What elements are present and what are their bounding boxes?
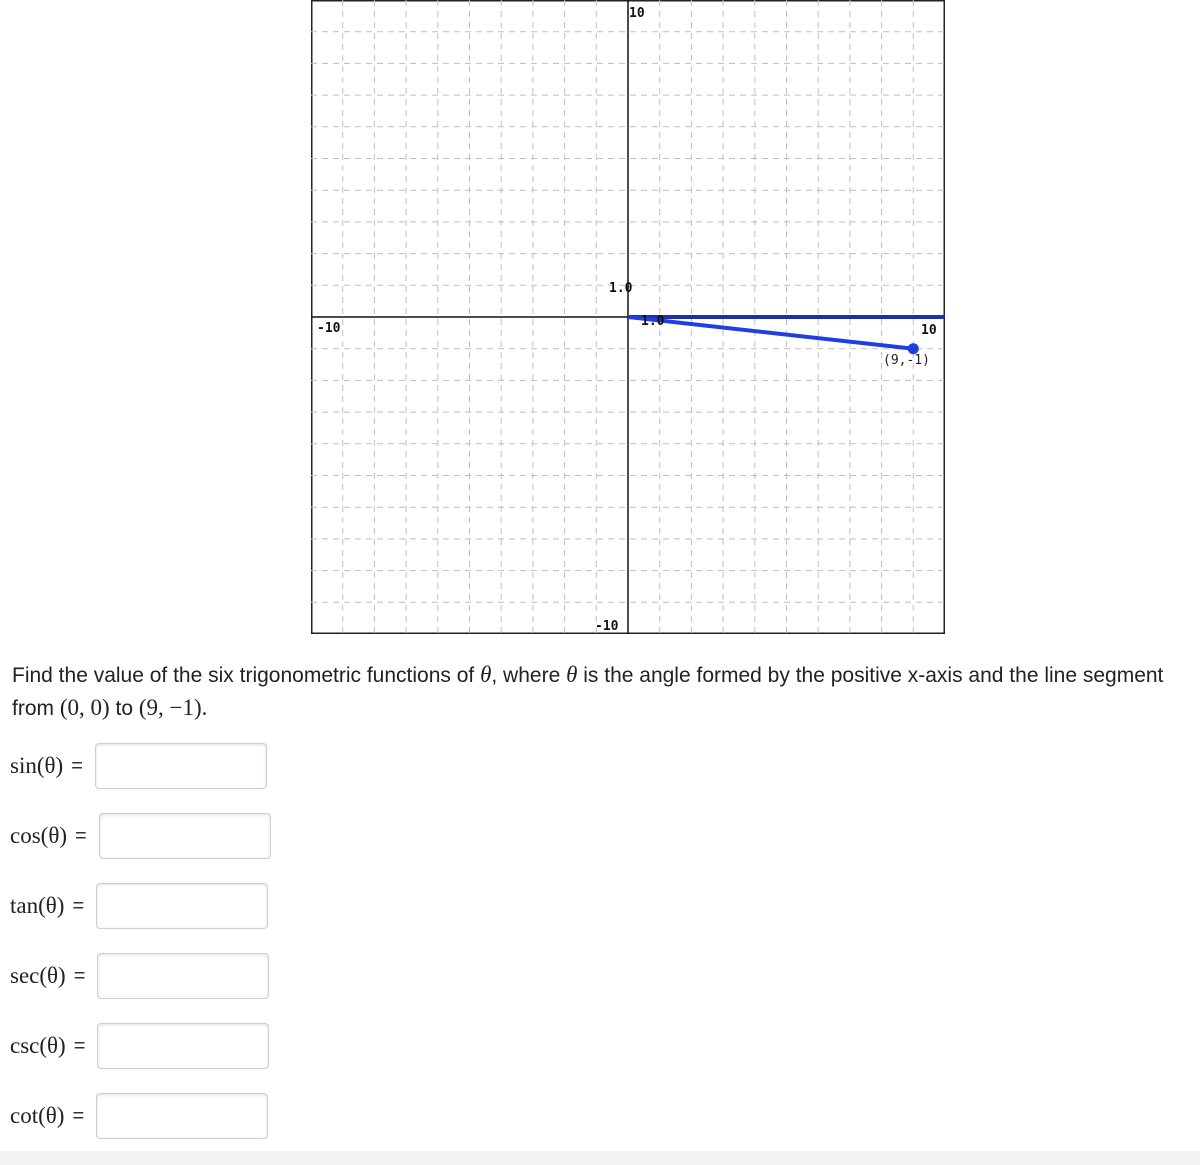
sin-equals: = bbox=[71, 754, 83, 777]
sec-row bbox=[10, 952, 269, 1000]
cot-label: cot(θ) bbox=[10, 1103, 65, 1128]
point-label: (9,-1) bbox=[883, 353, 930, 368]
sin-answer-input[interactable] bbox=[95, 743, 267, 789]
cos-row bbox=[10, 812, 271, 860]
tan-equals: = bbox=[72, 894, 85, 917]
question-prefix: Find the value of the six trigonometric functions of bbox=[12, 664, 481, 687]
csc-equals: = bbox=[73, 1034, 86, 1057]
sin-row bbox=[10, 742, 267, 790]
theta-symbol: θ bbox=[480, 662, 492, 687]
sec-equals: = bbox=[73, 964, 86, 987]
x-max-label: 10 bbox=[921, 323, 937, 338]
from-point: (0, 0) bbox=[59, 695, 110, 720]
cos-answer-input[interactable] bbox=[99, 813, 271, 859]
to-point: (9, −1) bbox=[138, 695, 202, 720]
tan-answer-input[interactable] bbox=[96, 883, 268, 929]
tan-label: tan(θ) bbox=[10, 893, 65, 918]
csc-answer-input[interactable] bbox=[97, 1023, 269, 1069]
cos-label: cos(θ) bbox=[10, 823, 67, 848]
tan-row bbox=[10, 882, 268, 930]
question-middle2: is the angle formed by the positive x-axis and the line segment from bbox=[12, 664, 1164, 720]
csc-row bbox=[10, 1022, 269, 1070]
question-to: to bbox=[109, 697, 139, 720]
question-suffix: . bbox=[201, 695, 208, 720]
sec-label: sec(θ) bbox=[10, 963, 66, 988]
cot-equals: = bbox=[72, 1104, 85, 1127]
x-min-label: -10 bbox=[317, 321, 341, 336]
cos-equals: = bbox=[75, 824, 87, 847]
cot-row bbox=[10, 1092, 268, 1140]
sec-answer-input[interactable] bbox=[97, 953, 269, 999]
footer-bar bbox=[0, 1151, 1200, 1165]
cot-answer-input[interactable] bbox=[96, 1093, 268, 1139]
question-text bbox=[12, 659, 1182, 725]
csc-label: csc(θ) bbox=[10, 1033, 66, 1058]
question-middle1: , where bbox=[491, 664, 567, 687]
sin-label: sin(θ) bbox=[10, 753, 64, 778]
x-scale-label: 1.0 bbox=[641, 314, 665, 329]
y-min-label: -10 bbox=[595, 619, 619, 634]
theta-symbol-2: θ bbox=[566, 662, 578, 687]
graph-canvas[interactable] bbox=[311, 0, 945, 634]
coordinate-graph[interactable] bbox=[311, 0, 945, 634]
y-max-label: 10 bbox=[629, 6, 645, 21]
y-scale-label: 1.0 bbox=[609, 281, 633, 296]
